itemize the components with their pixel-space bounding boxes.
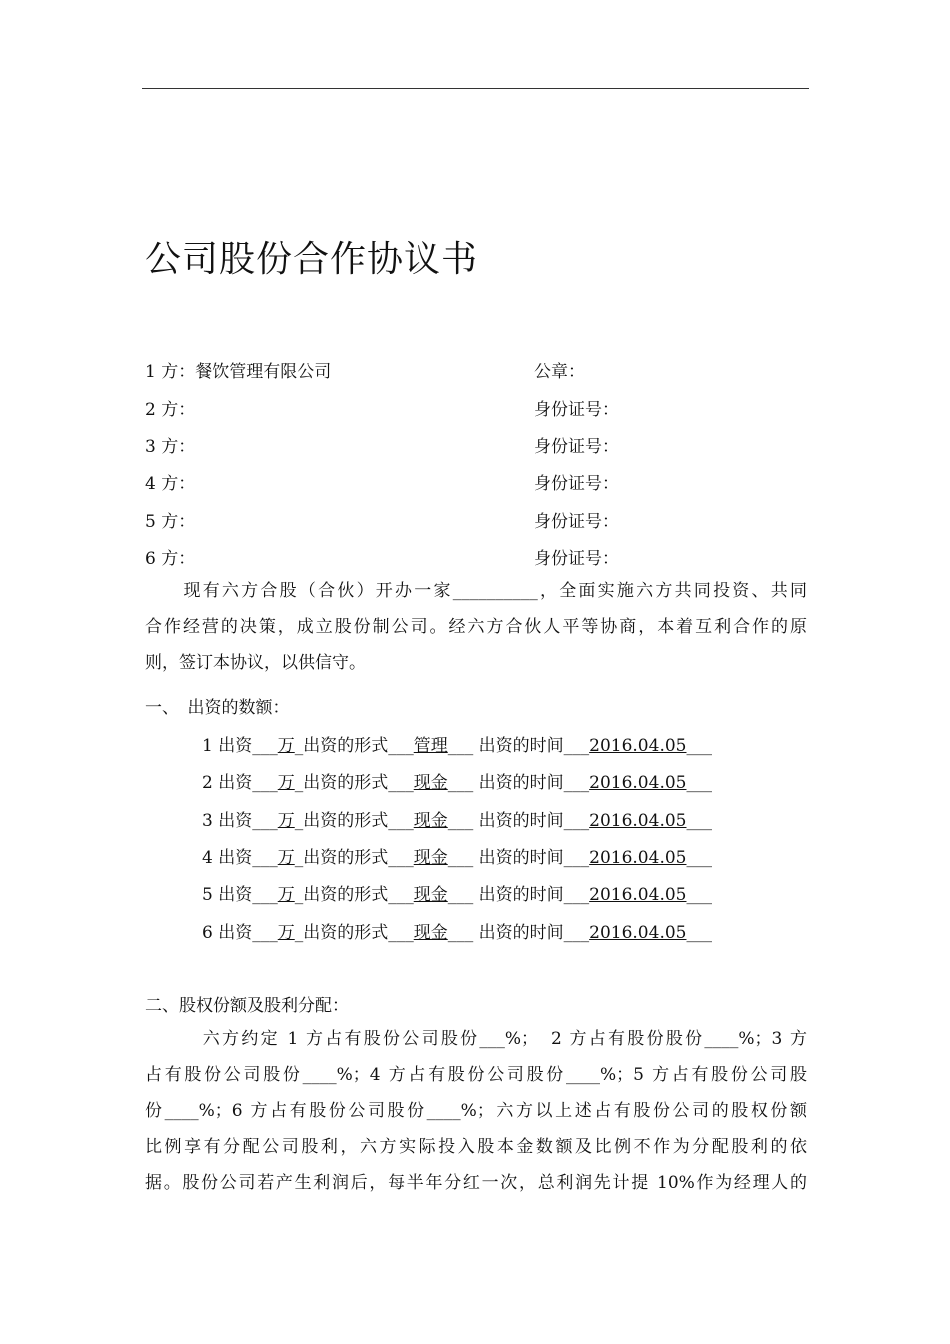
time-label: 出资的时间: [478, 736, 564, 756]
underline-blank: ___: [447, 811, 479, 831]
contribution-row: [202, 918, 712, 944]
underline-blank: ___: [686, 736, 712, 756]
party-name: 6 方：: [145, 549, 196, 569]
invest-label: 出资: [218, 736, 253, 756]
underline-blank: ___: [563, 848, 590, 868]
underline-blank: ___: [252, 736, 278, 756]
underline-blank: ___: [563, 736, 590, 756]
contribution-form: 现金: [413, 885, 448, 905]
contribution-date: 2016.04.05: [589, 773, 687, 793]
party-number: 3: [202, 811, 213, 831]
party-name: 4 方：: [145, 474, 196, 494]
underline-blank: ___: [447, 773, 479, 793]
paragraph-line: 六方约定 1 方占有股份公司股份___%； 2 方占有股份股份____%；3 方: [145, 1029, 807, 1049]
underline-blank: ___: [388, 848, 414, 868]
underline-blank: ___: [563, 773, 590, 793]
party-row: [145, 395, 805, 421]
underline-blank: ___: [686, 773, 712, 793]
underline-blank: ___: [447, 736, 479, 756]
party-number: 2: [202, 773, 213, 793]
party-id-label: 身份证号：: [534, 549, 619, 569]
amount-unit: 万: [277, 811, 295, 831]
form-label: 出资的形式: [303, 848, 389, 868]
section-heading: 一、 出资的数额：: [145, 698, 290, 718]
underline-blank: ___: [686, 811, 712, 831]
underline-blank: ___: [686, 848, 712, 868]
contribution-date: 2016.04.05: [589, 923, 687, 943]
party-name: 1 方：餐饮管理有限公司: [145, 362, 332, 382]
underline-blank: _: [294, 811, 304, 831]
paragraph-line: 据。股份公司若产生利润后，每半年分红一次，总利润先计提 10%作为经理人的: [145, 1173, 807, 1193]
underline-blank: ___: [563, 811, 590, 831]
intro-paragraph: [145, 573, 807, 681]
underline-blank: ___: [388, 736, 414, 756]
underline-blank: ___: [252, 885, 278, 905]
party-row: [145, 357, 805, 383]
underline-blank: _: [294, 736, 304, 756]
paragraph-line: 比例享有分配公司股利，六方实际投入股本金数额及比例不作为分配股利的依: [145, 1137, 807, 1157]
time-label: 出资的时间: [478, 923, 564, 943]
invest-label: 出资: [218, 773, 253, 793]
party-number: 5: [202, 885, 213, 905]
underline-blank: ___: [686, 923, 712, 943]
party-row: [145, 544, 805, 570]
contribution-row: [202, 806, 712, 832]
contribution-row: [202, 843, 712, 869]
contribution-date: 2016.04.05: [589, 811, 687, 831]
party-name: 2 方：: [145, 400, 196, 420]
underline-blank: ___: [252, 773, 278, 793]
form-label: 出资的形式: [303, 736, 389, 756]
section2-paragraph: [145, 1021, 807, 1201]
party-id-label: 身份证号：: [534, 437, 619, 457]
underline-blank: ___: [563, 923, 590, 943]
contribution-form: 管理: [413, 736, 448, 756]
underline-blank: ___: [252, 923, 278, 943]
form-label: 出资的形式: [303, 773, 389, 793]
amount-unit: 万: [277, 736, 295, 756]
time-label: 出资的时间: [478, 885, 564, 905]
time-label: 出资的时间: [478, 811, 564, 831]
invest-label: 出资: [218, 923, 253, 943]
party-row: [145, 469, 805, 495]
underline-blank: ___: [388, 923, 414, 943]
header-rule: [142, 88, 809, 89]
contribution-date: 2016.04.05: [589, 885, 687, 905]
contribution-date: 2016.04.05: [589, 848, 687, 868]
contribution-form: 现金: [413, 848, 448, 868]
underline-blank: _: [294, 885, 304, 905]
underline-blank: ___: [388, 885, 414, 905]
section-heading: 二、股权份额及股利分配：: [145, 996, 349, 1016]
underline-blank: _: [294, 848, 304, 868]
time-label: 出资的时间: [478, 848, 564, 868]
amount-unit: 万: [277, 848, 295, 868]
underline-blank: ___: [388, 773, 414, 793]
underline-blank: ___: [686, 885, 712, 905]
paragraph-line: 占有股份公司股份____%；4 方占有股份公司股份____%；5 方占有股份公司股: [145, 1065, 807, 1085]
underline-blank: ___: [388, 811, 414, 831]
underline-blank: ___: [563, 885, 590, 905]
invest-label: 出资: [218, 848, 253, 868]
invest-label: 出资: [218, 885, 253, 905]
party-number: 1: [202, 736, 213, 756]
contribution-form: 现金: [413, 811, 448, 831]
invest-label: 出资: [218, 811, 253, 831]
contribution-form: 现金: [413, 923, 448, 943]
paragraph-line: 合作经营的决策，成立股份制公司。经六方合伙人平等协商，本着互利合作的原: [145, 617, 807, 637]
underline-blank: _: [294, 923, 304, 943]
underline-blank: _: [294, 773, 304, 793]
contribution-row: [202, 880, 712, 906]
party-name: 3 方：: [145, 437, 196, 457]
amount-unit: 万: [277, 923, 295, 943]
party-row: [145, 432, 805, 458]
form-label: 出资的形式: [303, 885, 389, 905]
amount-unit: 万: [277, 773, 295, 793]
party-number: 4: [202, 848, 213, 868]
party-id-label: 身份证号：: [534, 512, 619, 532]
contribution-row: [202, 768, 712, 794]
contribution-form: 现金: [413, 773, 448, 793]
underline-blank: ___: [447, 923, 479, 943]
underline-blank: ___: [447, 885, 479, 905]
party-id-label: 身份证号：: [534, 400, 619, 420]
time-label: 出资的时间: [478, 773, 564, 793]
amount-unit: 万: [277, 885, 295, 905]
paragraph-line: 份____%；6 方占有股份公司股份____%；六方以上述占有股份公司的股权份额: [145, 1101, 807, 1121]
underline-blank: ___: [252, 848, 278, 868]
party-row: [145, 507, 805, 533]
paragraph-line: 现有六方合股（合伙）开办一家__________，全面实施六方共同投资、共同: [145, 581, 807, 601]
contribution-row: [202, 731, 712, 757]
paragraph-line: 则，签订本协议，以供信守。: [145, 653, 366, 673]
form-label: 出资的形式: [303, 811, 389, 831]
document-title: 公司股份合作协议书: [145, 239, 479, 280]
party-number: 6: [202, 923, 213, 943]
underline-blank: ___: [447, 848, 479, 868]
party-id-label: 身份证号：: [534, 474, 619, 494]
underline-blank: ___: [252, 811, 278, 831]
party-name: 5 方：: [145, 512, 196, 532]
contribution-date: 2016.04.05: [589, 736, 687, 756]
party-seal-label: 公章：: [534, 362, 585, 382]
form-label: 出资的形式: [303, 923, 389, 943]
